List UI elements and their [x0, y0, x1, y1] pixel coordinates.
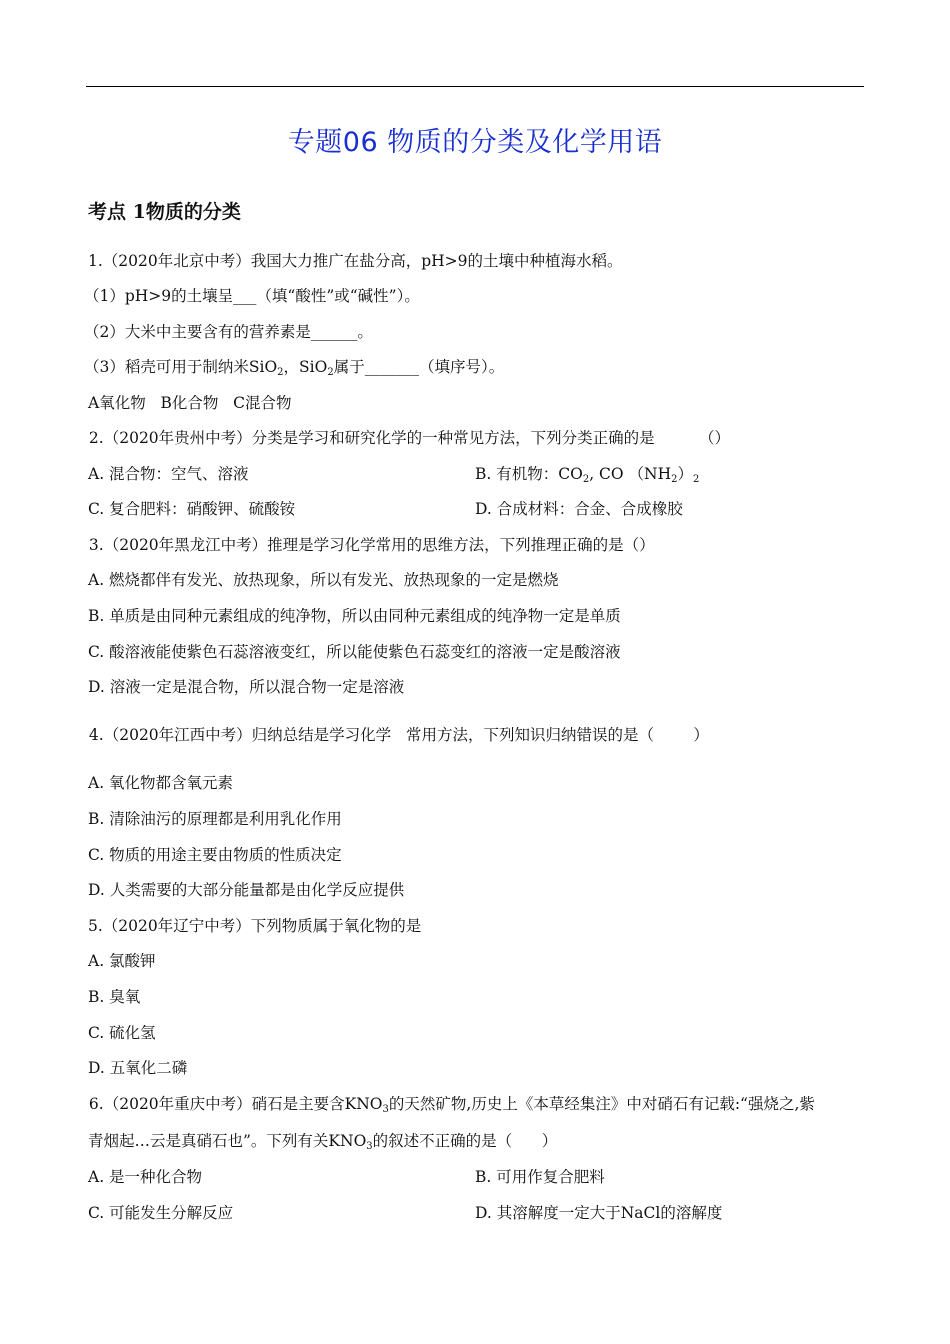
q5-option-c: C. 硫化氢 [88, 1024, 156, 1042]
header-rule [86, 86, 864, 87]
q4-option-c: C. 物质的用途主要由物质的性质决定 [88, 846, 342, 864]
q3-stem: 3.（2020年黑龙江中考）推理是学习化学常用的思维方法，下列推理正确的是（） [84, 536, 655, 554]
q6-option-c: C. 可能发生分解反应 [88, 1204, 234, 1222]
q2-stem: 2.（2020年贵州中考）分类是学习和研究化学的一种常见方法，下列分类正确的是 （） [84, 429, 731, 447]
q2-option-a: A. 混合物：空气、溶液 [88, 465, 249, 483]
q6-option-b: B. 可用作复合肥料 [475, 1168, 605, 1186]
q5-stem: 5.（2020年辽宁中考）下列物质属于氧化物的是 [88, 917, 422, 935]
q5-option-a: A. 氯酸钾 [88, 952, 156, 970]
q6-option-a: A. 是一种化合物 [88, 1168, 203, 1186]
q2-option-d: D. 合成材料：合金、合成橡胶 [475, 500, 683, 518]
q6-stem-line2: 青烟起…云是真硝石也”。下列有关$KNO_3$的叙述不正确的是（ ） [88, 1132, 558, 1152]
q5-option-b: B. 臭氧 [88, 988, 141, 1006]
q2-option-b: B. 有机物：$CO_2$, CO $(NH_2)_2$ [475, 465, 700, 485]
q6-stem-line1: 6.（2020年重庆中考）硝石是主要含$KNO_3$的天然矿物,历史上《本草经集注》中对硝石有记载:“强烧之,紫 [84, 1095, 815, 1115]
q4-stem: 4.（2020年江西中考）归纳总结是学习化学 常用方法，下列知识归纳错误的是（ ） [84, 726, 709, 744]
q3-option-a: A. 燃烧都伴有发光、放热现象，所以有发光、放热现象的一定是燃烧 [88, 571, 559, 589]
q1-part1: （1）pH>9的土壤呈___（填“酸性”或“碱性”）。 [84, 287, 420, 305]
q3-option-d: D. 溶液一定是混合物，所以混合物一定是溶液 [88, 678, 405, 696]
q2-option-c: C. 复合肥料：硝酸钾、硫酸铵 [88, 500, 296, 518]
q4-option-b: B. 清除油污的原理都是利用乳化作用 [88, 810, 342, 828]
q1-part3: （3）稻壳可用于制纳米SiO$_2$，SiO$_2$属于_______（填序号）。 [84, 358, 505, 378]
q1-part2: （2）大米中主要含有的营养素是______。 [84, 323, 373, 341]
q3-option-b: B. 单质是由同种元素组成的纯净物，所以由同种元素组成的纯净物一定是单质 [88, 607, 621, 625]
q4-option-a: A. 氧化物都含氧元素 [88, 774, 234, 792]
q5-option-d: D. 五氧化二磷 [88, 1059, 188, 1077]
section-heading: 考点 1物质的分类 [88, 201, 241, 223]
q6-option-d: D. 其溶解度一定大于NaCl的溶解度 [475, 1204, 723, 1222]
q4-option-d: D. 人类需要的大部分能量都是由化学反应提供 [88, 881, 405, 899]
q3-option-c: C. 酸溶液能使紫色石蕊溶液变红，所以能使紫色石蕊变红的溶液一定是酸溶液 [88, 643, 621, 661]
q1-options: A氧化物 B化合物 C混合物 [88, 394, 292, 412]
q1-stem: 1.（2020年北京中考）我国大力推广在盐分高，pH>9的土壤中种植海水稻。 [88, 252, 623, 270]
page-title: 专题06 物质的分类及化学用语 [287, 127, 663, 158]
